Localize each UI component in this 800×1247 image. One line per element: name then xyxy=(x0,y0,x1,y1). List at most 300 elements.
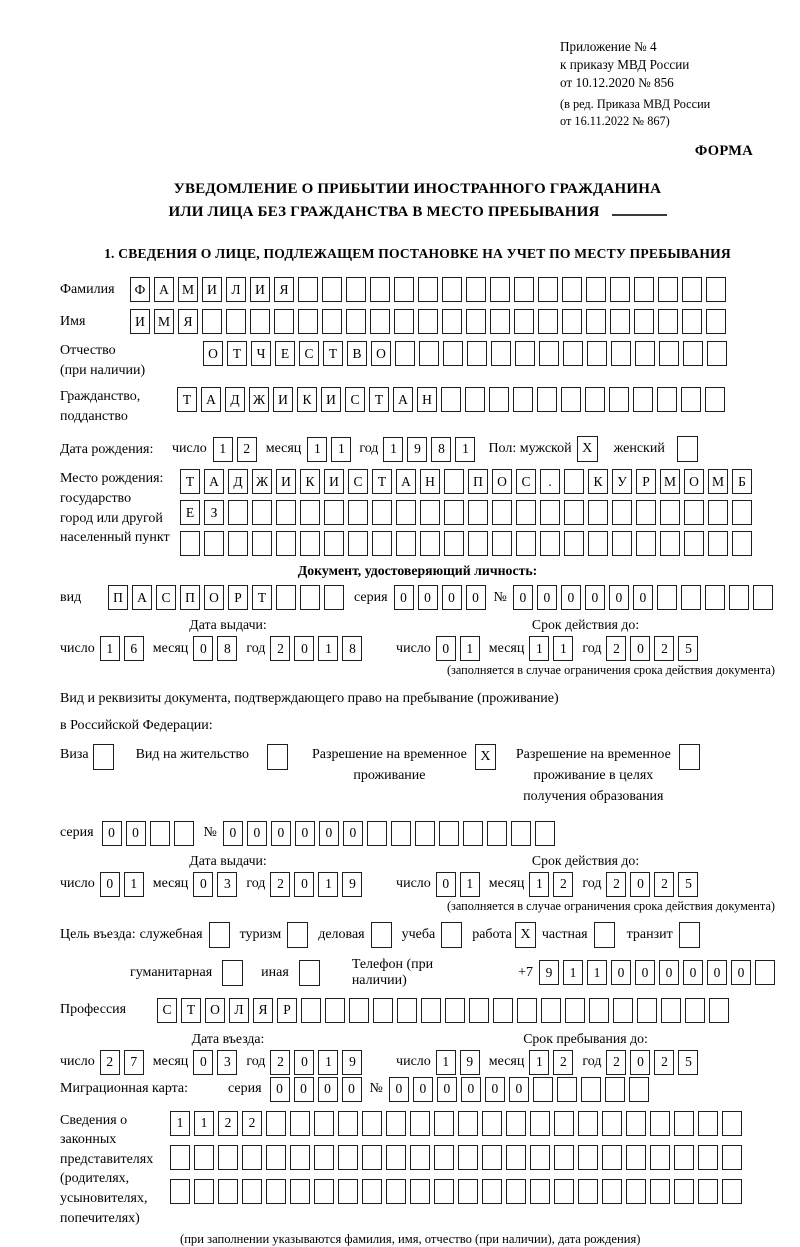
char-cell[interactable] xyxy=(492,500,512,525)
char-cell[interactable]: 0 xyxy=(635,960,655,985)
char-cell[interactable] xyxy=(487,821,507,846)
char-cell[interactable] xyxy=(490,277,510,302)
char-cell[interactable]: А xyxy=(201,387,221,412)
char-cell[interactable] xyxy=(373,998,393,1023)
char-cell[interactable] xyxy=(578,1145,598,1170)
char-cell[interactable]: 2 xyxy=(270,636,290,661)
char-cell[interactable] xyxy=(586,309,606,334)
char-cell[interactable] xyxy=(415,821,435,846)
char-cell[interactable] xyxy=(626,1111,646,1136)
char-cell[interactable] xyxy=(659,341,679,366)
char-cell[interactable]: 2 xyxy=(218,1111,238,1136)
temp-residence-edu-checkbox[interactable] xyxy=(679,744,700,770)
char-cell[interactable]: 0 xyxy=(466,585,486,610)
char-cell[interactable] xyxy=(442,277,462,302)
char-cell[interactable] xyxy=(540,531,560,556)
char-cell[interactable]: 1 xyxy=(170,1111,190,1136)
char-cell[interactable] xyxy=(557,1077,577,1102)
char-cell[interactable]: 8 xyxy=(431,437,451,462)
char-cell[interactable]: 1 xyxy=(553,636,573,661)
char-cell[interactable] xyxy=(565,998,585,1023)
char-cell[interactable] xyxy=(493,998,513,1023)
char-cell[interactable] xyxy=(442,309,462,334)
char-cell[interactable]: 2 xyxy=(270,1050,290,1075)
purpose-tourism-checkbox[interactable] xyxy=(287,922,308,948)
char-cell[interactable]: Р xyxy=(228,585,248,610)
char-cell[interactable] xyxy=(674,1111,694,1136)
char-cell[interactable] xyxy=(564,500,584,525)
char-cell[interactable] xyxy=(563,341,583,366)
char-cell[interactable]: С xyxy=(516,469,536,494)
char-cell[interactable]: Т xyxy=(252,585,272,610)
char-cell[interactable] xyxy=(228,531,248,556)
char-cell[interactable]: 5 xyxy=(678,872,698,897)
char-cell[interactable]: Я xyxy=(178,309,198,334)
char-cell[interactable]: О xyxy=(205,998,225,1023)
char-cell[interactable]: 1 xyxy=(124,872,144,897)
char-cell[interactable]: 0 xyxy=(223,821,243,846)
char-cell[interactable]: 0 xyxy=(442,585,462,610)
char-cell[interactable]: 0 xyxy=(413,1077,433,1102)
char-cell[interactable]: 3 xyxy=(217,1050,237,1075)
char-cell[interactable]: Ч xyxy=(251,341,271,366)
char-cell[interactable]: 0 xyxy=(585,585,605,610)
char-cell[interactable] xyxy=(266,1145,286,1170)
char-cell[interactable] xyxy=(684,531,704,556)
char-cell[interactable]: 9 xyxy=(460,1050,480,1075)
char-cell[interactable] xyxy=(290,1179,310,1204)
char-cell[interactable] xyxy=(611,341,631,366)
char-cell[interactable] xyxy=(732,500,752,525)
char-cell[interactable] xyxy=(698,1111,718,1136)
char-cell[interactable] xyxy=(467,341,487,366)
char-cell[interactable] xyxy=(395,341,415,366)
char-cell[interactable] xyxy=(174,821,194,846)
char-cell[interactable]: 1 xyxy=(529,1050,549,1075)
char-cell[interactable] xyxy=(514,277,534,302)
char-cell[interactable] xyxy=(338,1111,358,1136)
char-cell[interactable] xyxy=(650,1111,670,1136)
char-cell[interactable] xyxy=(681,585,701,610)
char-cell[interactable] xyxy=(420,531,440,556)
char-cell[interactable]: Р xyxy=(277,998,297,1023)
char-cell[interactable] xyxy=(434,1111,454,1136)
char-cell[interactable] xyxy=(458,1179,478,1204)
char-cell[interactable] xyxy=(370,277,390,302)
char-cell[interactable] xyxy=(421,998,441,1023)
char-cell[interactable]: Д xyxy=(228,469,248,494)
char-cell[interactable]: 0 xyxy=(295,821,315,846)
char-cell[interactable]: 0 xyxy=(485,1077,505,1102)
char-cell[interactable]: 0 xyxy=(294,872,314,897)
char-cell[interactable] xyxy=(626,1179,646,1204)
char-cell[interactable] xyxy=(698,1145,718,1170)
char-cell[interactable] xyxy=(562,277,582,302)
char-cell[interactable]: 0 xyxy=(611,960,631,985)
char-cell[interactable]: Т xyxy=(369,387,389,412)
char-cell[interactable]: А xyxy=(132,585,152,610)
char-cell[interactable]: С xyxy=(348,469,368,494)
char-cell[interactable] xyxy=(658,309,678,334)
char-cell[interactable] xyxy=(511,821,531,846)
char-cell[interactable] xyxy=(458,1111,478,1136)
char-cell[interactable]: С xyxy=(345,387,365,412)
char-cell[interactable]: 1 xyxy=(383,437,403,462)
char-cell[interactable] xyxy=(386,1179,406,1204)
purpose-business-checkbox[interactable] xyxy=(209,922,230,948)
char-cell[interactable] xyxy=(513,387,533,412)
char-cell[interactable]: 8 xyxy=(342,636,362,661)
char-cell[interactable]: 2 xyxy=(606,636,626,661)
char-cell[interactable]: К xyxy=(300,469,320,494)
char-cell[interactable]: 0 xyxy=(418,585,438,610)
char-cell[interactable] xyxy=(434,1145,454,1170)
char-cell[interactable]: 2 xyxy=(237,437,257,462)
char-cell[interactable] xyxy=(202,309,222,334)
char-cell[interactable]: О xyxy=(203,341,223,366)
char-cell[interactable] xyxy=(419,341,439,366)
char-cell[interactable] xyxy=(242,1179,262,1204)
char-cell[interactable]: 1 xyxy=(307,437,327,462)
char-cell[interactable]: 0 xyxy=(683,960,703,985)
char-cell[interactable] xyxy=(539,341,559,366)
char-cell[interactable]: О xyxy=(684,469,704,494)
char-cell[interactable] xyxy=(218,1145,238,1170)
char-cell[interactable] xyxy=(314,1145,334,1170)
char-cell[interactable]: 0 xyxy=(609,585,629,610)
char-cell[interactable] xyxy=(370,309,390,334)
char-cell[interactable] xyxy=(535,821,555,846)
char-cell[interactable] xyxy=(276,531,296,556)
char-cell[interactable] xyxy=(482,1111,502,1136)
char-cell[interactable] xyxy=(609,387,629,412)
char-cell[interactable]: 0 xyxy=(389,1077,409,1102)
char-cell[interactable] xyxy=(755,960,775,985)
char-cell[interactable] xyxy=(587,341,607,366)
char-cell[interactable]: 2 xyxy=(654,1050,674,1075)
char-cell[interactable]: И xyxy=(130,309,150,334)
char-cell[interactable] xyxy=(301,998,321,1023)
char-cell[interactable]: 2 xyxy=(242,1111,262,1136)
char-cell[interactable]: К xyxy=(588,469,608,494)
char-cell[interactable] xyxy=(530,1179,550,1204)
char-cell[interactable]: 0 xyxy=(436,872,456,897)
char-cell[interactable]: 7 xyxy=(124,1050,144,1075)
sex-female-checkbox[interactable] xyxy=(677,436,698,462)
char-cell[interactable] xyxy=(537,387,557,412)
char-cell[interactable] xyxy=(463,821,483,846)
char-cell[interactable] xyxy=(705,585,725,610)
char-cell[interactable]: 1 xyxy=(455,437,475,462)
char-cell[interactable]: Н xyxy=(417,387,437,412)
char-cell[interactable]: 1 xyxy=(460,636,480,661)
char-cell[interactable] xyxy=(362,1145,382,1170)
char-cell[interactable]: 0 xyxy=(270,1077,290,1102)
char-cell[interactable]: 0 xyxy=(436,636,456,661)
char-cell[interactable]: И xyxy=(324,469,344,494)
char-cell[interactable] xyxy=(578,1179,598,1204)
char-cell[interactable] xyxy=(218,1179,238,1204)
char-cell[interactable] xyxy=(274,309,294,334)
char-cell[interactable]: Ж xyxy=(252,469,272,494)
char-cell[interactable] xyxy=(324,531,344,556)
char-cell[interactable] xyxy=(562,309,582,334)
char-cell[interactable] xyxy=(588,500,608,525)
char-cell[interactable]: А xyxy=(393,387,413,412)
char-cell[interactable] xyxy=(276,585,296,610)
char-cell[interactable]: 3 xyxy=(217,872,237,897)
char-cell[interactable] xyxy=(589,998,609,1023)
char-cell[interactable] xyxy=(266,1111,286,1136)
char-cell[interactable] xyxy=(394,277,414,302)
char-cell[interactable]: М xyxy=(154,309,174,334)
char-cell[interactable] xyxy=(410,1111,430,1136)
char-cell[interactable] xyxy=(585,387,605,412)
char-cell[interactable] xyxy=(660,500,680,525)
char-cell[interactable] xyxy=(252,500,272,525)
char-cell[interactable] xyxy=(266,1179,286,1204)
char-cell[interactable] xyxy=(443,341,463,366)
char-cell[interactable] xyxy=(561,387,581,412)
char-cell[interactable] xyxy=(226,309,246,334)
char-cell[interactable]: Я xyxy=(274,277,294,302)
char-cell[interactable] xyxy=(709,998,729,1023)
purpose-work-checkbox[interactable]: X xyxy=(515,922,536,948)
char-cell[interactable]: 0 xyxy=(630,872,650,897)
char-cell[interactable]: 0 xyxy=(193,1050,213,1075)
char-cell[interactable] xyxy=(439,821,459,846)
char-cell[interactable]: Р xyxy=(636,469,656,494)
char-cell[interactable]: С xyxy=(156,585,176,610)
char-cell[interactable]: 1 xyxy=(100,636,120,661)
char-cell[interactable]: 1 xyxy=(563,960,583,985)
char-cell[interactable]: 1 xyxy=(318,636,338,661)
char-cell[interactable]: 0 xyxy=(731,960,751,985)
char-cell[interactable] xyxy=(540,500,560,525)
char-cell[interactable]: 0 xyxy=(659,960,679,985)
char-cell[interactable] xyxy=(300,531,320,556)
char-cell[interactable] xyxy=(242,1145,262,1170)
char-cell[interactable] xyxy=(554,1179,574,1204)
char-cell[interactable] xyxy=(290,1111,310,1136)
char-cell[interactable]: А xyxy=(204,469,224,494)
char-cell[interactable] xyxy=(194,1179,214,1204)
char-cell[interactable] xyxy=(325,998,345,1023)
char-cell[interactable]: С xyxy=(157,998,177,1023)
char-cell[interactable] xyxy=(418,277,438,302)
char-cell[interactable] xyxy=(658,277,678,302)
char-cell[interactable]: 0 xyxy=(193,636,213,661)
char-cell[interactable]: В xyxy=(347,341,367,366)
char-cell[interactable] xyxy=(396,531,416,556)
char-cell[interactable]: 0 xyxy=(319,821,339,846)
char-cell[interactable] xyxy=(554,1145,574,1170)
char-cell[interactable] xyxy=(314,1111,334,1136)
char-cell[interactable]: П xyxy=(180,585,200,610)
char-cell[interactable]: Е xyxy=(275,341,295,366)
char-cell[interactable]: 2 xyxy=(553,1050,573,1075)
char-cell[interactable]: А xyxy=(396,469,416,494)
char-cell[interactable]: Л xyxy=(226,277,246,302)
char-cell[interactable] xyxy=(722,1111,742,1136)
char-cell[interactable] xyxy=(444,531,464,556)
char-cell[interactable] xyxy=(515,341,535,366)
char-cell[interactable]: 2 xyxy=(654,636,674,661)
char-cell[interactable]: Ж xyxy=(249,387,269,412)
char-cell[interactable] xyxy=(564,531,584,556)
char-cell[interactable]: И xyxy=(273,387,293,412)
char-cell[interactable] xyxy=(458,1145,478,1170)
char-cell[interactable] xyxy=(636,500,656,525)
char-cell[interactable]: И xyxy=(276,469,296,494)
char-cell[interactable]: Т xyxy=(181,998,201,1023)
char-cell[interactable]: Т xyxy=(323,341,343,366)
char-cell[interactable] xyxy=(610,277,630,302)
char-cell[interactable]: 0 xyxy=(509,1077,529,1102)
char-cell[interactable] xyxy=(180,531,200,556)
char-cell[interactable] xyxy=(706,309,726,334)
char-cell[interactable] xyxy=(506,1145,526,1170)
char-cell[interactable]: 2 xyxy=(654,872,674,897)
char-cell[interactable]: Т xyxy=(177,387,197,412)
char-cell[interactable] xyxy=(516,500,536,525)
char-cell[interactable] xyxy=(602,1145,622,1170)
char-cell[interactable] xyxy=(657,387,677,412)
char-cell[interactable] xyxy=(322,277,342,302)
char-cell[interactable] xyxy=(634,309,654,334)
char-cell[interactable] xyxy=(554,1111,574,1136)
char-cell[interactable]: 2 xyxy=(553,872,573,897)
char-cell[interactable] xyxy=(707,341,727,366)
char-cell[interactable] xyxy=(386,1145,406,1170)
char-cell[interactable]: П xyxy=(468,469,488,494)
char-cell[interactable] xyxy=(362,1179,382,1204)
purpose-private-checkbox[interactable] xyxy=(594,922,615,948)
char-cell[interactable]: 0 xyxy=(437,1077,457,1102)
char-cell[interactable]: М xyxy=(708,469,728,494)
char-cell[interactable] xyxy=(466,309,486,334)
char-cell[interactable]: 1 xyxy=(460,872,480,897)
char-cell[interactable] xyxy=(396,500,416,525)
sex-male-checkbox[interactable]: X xyxy=(577,436,598,462)
char-cell[interactable] xyxy=(252,531,272,556)
char-cell[interactable]: 1 xyxy=(529,872,549,897)
char-cell[interactable]: 9 xyxy=(342,872,362,897)
char-cell[interactable] xyxy=(372,531,392,556)
char-cell[interactable] xyxy=(482,1145,502,1170)
char-cell[interactable] xyxy=(346,309,366,334)
char-cell[interactable] xyxy=(445,998,465,1023)
char-cell[interactable] xyxy=(391,821,411,846)
char-cell[interactable] xyxy=(578,1111,598,1136)
char-cell[interactable] xyxy=(466,277,486,302)
char-cell[interactable] xyxy=(629,1077,649,1102)
char-cell[interactable] xyxy=(276,500,296,525)
char-cell[interactable] xyxy=(722,1179,742,1204)
char-cell[interactable]: 6 xyxy=(124,636,144,661)
char-cell[interactable]: 2 xyxy=(606,872,626,897)
char-cell[interactable] xyxy=(418,309,438,334)
char-cell[interactable]: . xyxy=(540,469,560,494)
char-cell[interactable]: 0 xyxy=(102,821,122,846)
char-cell[interactable] xyxy=(194,1145,214,1170)
purpose-study-checkbox[interactable] xyxy=(441,922,462,948)
char-cell[interactable] xyxy=(397,998,417,1023)
char-cell[interactable]: 8 xyxy=(217,636,237,661)
char-cell[interactable] xyxy=(170,1145,190,1170)
char-cell[interactable] xyxy=(682,277,702,302)
char-cell[interactable] xyxy=(541,998,561,1023)
char-cell[interactable]: 0 xyxy=(318,1077,338,1102)
char-cell[interactable] xyxy=(386,1111,406,1136)
char-cell[interactable] xyxy=(444,469,464,494)
char-cell[interactable] xyxy=(482,1179,502,1204)
char-cell[interactable] xyxy=(674,1145,694,1170)
char-cell[interactable] xyxy=(637,998,657,1023)
char-cell[interactable] xyxy=(661,998,681,1023)
char-cell[interactable]: 5 xyxy=(678,636,698,661)
char-cell[interactable] xyxy=(362,1111,382,1136)
char-cell[interactable] xyxy=(588,531,608,556)
char-cell[interactable] xyxy=(613,998,633,1023)
char-cell[interactable]: Ф xyxy=(130,277,150,302)
char-cell[interactable]: 9 xyxy=(539,960,559,985)
purpose-commercial-checkbox[interactable] xyxy=(371,922,392,948)
char-cell[interactable] xyxy=(635,341,655,366)
visa-checkbox[interactable] xyxy=(93,744,114,770)
char-cell[interactable]: Н xyxy=(420,469,440,494)
char-cell[interactable]: П xyxy=(108,585,128,610)
char-cell[interactable]: 1 xyxy=(318,1050,338,1075)
char-cell[interactable] xyxy=(650,1145,670,1170)
char-cell[interactable] xyxy=(602,1179,622,1204)
char-cell[interactable] xyxy=(346,277,366,302)
char-cell[interactable]: М xyxy=(660,469,680,494)
char-cell[interactable]: 1 xyxy=(529,636,549,661)
char-cell[interactable] xyxy=(708,531,728,556)
char-cell[interactable] xyxy=(685,998,705,1023)
char-cell[interactable]: 0 xyxy=(247,821,267,846)
char-cell[interactable] xyxy=(465,387,485,412)
char-cell[interactable] xyxy=(538,277,558,302)
char-cell[interactable] xyxy=(170,1179,190,1204)
char-cell[interactable] xyxy=(490,309,510,334)
residence-permit-checkbox[interactable] xyxy=(267,744,288,770)
char-cell[interactable] xyxy=(469,998,489,1023)
char-cell[interactable] xyxy=(732,531,752,556)
char-cell[interactable]: Т xyxy=(180,469,200,494)
char-cell[interactable] xyxy=(729,585,749,610)
char-cell[interactable] xyxy=(683,341,703,366)
char-cell[interactable] xyxy=(298,277,318,302)
char-cell[interactable] xyxy=(657,585,677,610)
char-cell[interactable] xyxy=(324,585,344,610)
char-cell[interactable] xyxy=(681,387,701,412)
char-cell[interactable] xyxy=(349,998,369,1023)
char-cell[interactable] xyxy=(468,531,488,556)
char-cell[interactable] xyxy=(581,1077,601,1102)
char-cell[interactable]: 0 xyxy=(126,821,146,846)
char-cell[interactable]: 1 xyxy=(194,1111,214,1136)
char-cell[interactable]: 0 xyxy=(271,821,291,846)
char-cell[interactable] xyxy=(610,309,630,334)
char-cell[interactable] xyxy=(434,1179,454,1204)
char-cell[interactable] xyxy=(682,309,702,334)
char-cell[interactable] xyxy=(300,500,320,525)
char-cell[interactable]: У xyxy=(612,469,632,494)
char-cell[interactable] xyxy=(300,585,320,610)
char-cell[interactable]: И xyxy=(202,277,222,302)
